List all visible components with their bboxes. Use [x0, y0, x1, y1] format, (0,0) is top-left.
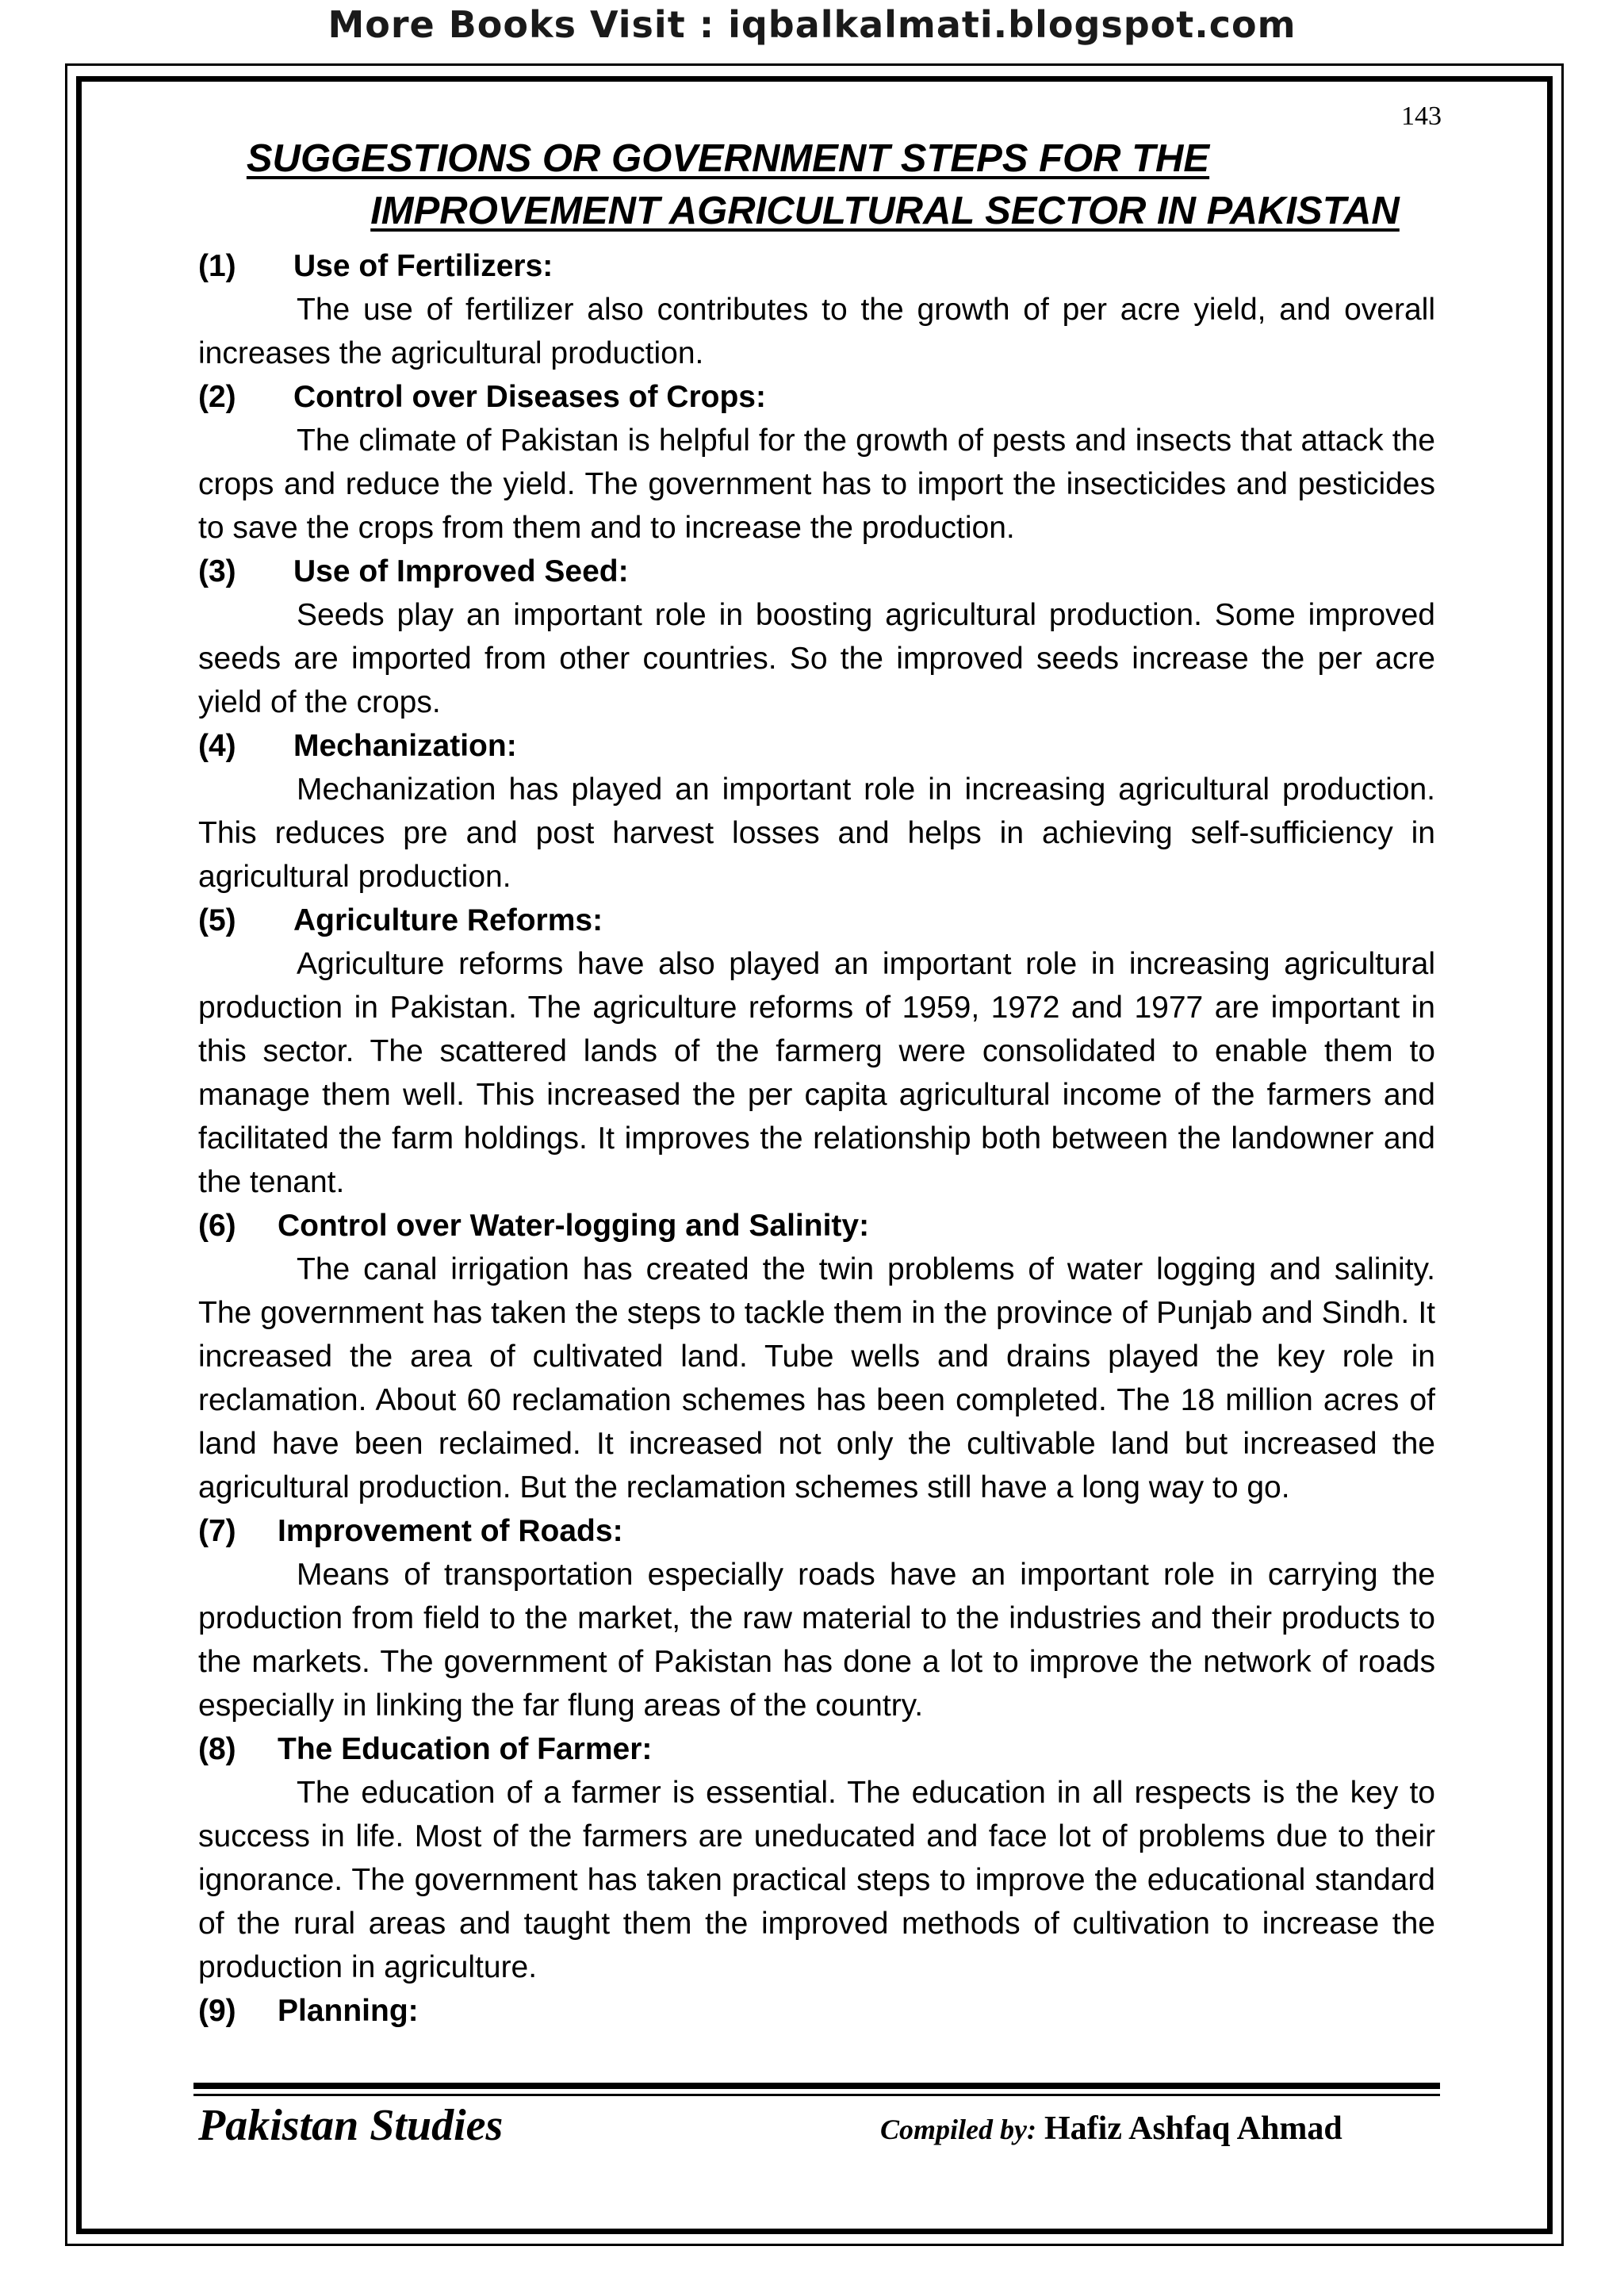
section-text: Means of transportation especially roads have an important role in carrying the production from field to the market, the raw material to the industries and their products to the markets. The government of Pakistan has done a lot to improve the network of roads especially in linking the far flung areas of the country.: [198, 1558, 1435, 1723]
footer-rule-thick: [193, 2083, 1440, 2089]
section-heading: (6) Control over Water-logging and Salinity:: [198, 1209, 870, 1243]
page-title-line-2: IMPROVEMENT AGRICULTURAL SECTOR IN PAKISTAN: [370, 190, 1400, 232]
section-heading: (2) Control over Diseases of Crops:: [198, 380, 766, 414]
section-heading: (1) Use of Fertilizers:: [198, 249, 553, 283]
footer-rule-thin: [193, 2094, 1440, 2096]
site-banner: More Books Visit : iqbalkalmati.blogspot.com: [327, 3, 1297, 46]
section-text: The canal irrigation has created the twin problems of water logging and salinity. The government has taken the steps to tackle them in the province of Punjab and Sindh. It increased the area of cultivated land. Tube wells and drains played the key role in reclamation. About 60 reclamation schemes has been completed. The 18 million acres of land have been reclaimed. It increased not only the cultivable land but increased the agricultural production. But the reclamation schemes still have a long way to go.: [198, 1252, 1435, 1504]
section-text: Seeds play an important role in boosting agricultural production. Some improved seeds are imported from other countries. So the improved seeds increase the per acre yield of the crops.: [198, 598, 1435, 719]
page-title-line-1: SUGGESTIONS OR GOVERNMENT STEPS FOR THE: [246, 137, 1210, 180]
body-content: [198, 244, 1435, 2033]
section-text: The climate of Pakistan is helpful for the growth of pests and insects that attack the crops and reduce the yield. The government has to import the insecticides and pesticides to save the crops from them and to increase the production.: [198, 424, 1435, 545]
compiled-by-label: Compiled by:: [880, 2114, 1036, 2145]
section-heading: (3) Use of Improved Seed:: [198, 554, 629, 588]
page-number: 143: [1401, 102, 1442, 131]
section-text: The education of a farmer is essential. The education in all respects is the key to success in life. Most of the farmers are uneducated and face lot of problems due to their ignorance. The government has taken practical steps to improve the educational standard of the rural areas and taught them the improved methods of cultivation to increase the production in agriculture.: [198, 1776, 1435, 1984]
footer-credit: [880, 2110, 1342, 2148]
footer-book-title: Pakistan Studies: [198, 2101, 504, 2150]
section-heading: (5) Agriculture Reforms:: [198, 903, 603, 937]
section-heading: (9) Planning:: [198, 1994, 419, 2028]
section-text: The use of fertilizer also contributes to the growth of per acre yield, and overall increases the agricultural production.: [198, 293, 1435, 370]
section-text: Mechanization has played an important role in increasing agricultural production. This reduces pre and post harvest losses and helps in achieving self-sufficiency in agricultural production.: [198, 772, 1435, 894]
section-heading: (7) Improvement of Roads:: [198, 1514, 623, 1548]
section-text: Agriculture reforms have also played an important role in increasing agricultural production in Pakistan. The agriculture reforms of 1959, 1972 and 1977 are important in this sector. The scattered lands of the farmerg were consolidated to enable them to manage them well. This increased the per capita agricultural income of the farmers and facilitated the farm holdings. It improves the relationship both between the landowner and the tenant.: [198, 947, 1435, 1199]
section-heading: (4) Mechanization:: [198, 729, 517, 763]
section-heading: (8) The Education of Farmer:: [198, 1732, 653, 1766]
author-name: Hafiz Ashfaq Ahmad: [1044, 2110, 1342, 2147]
